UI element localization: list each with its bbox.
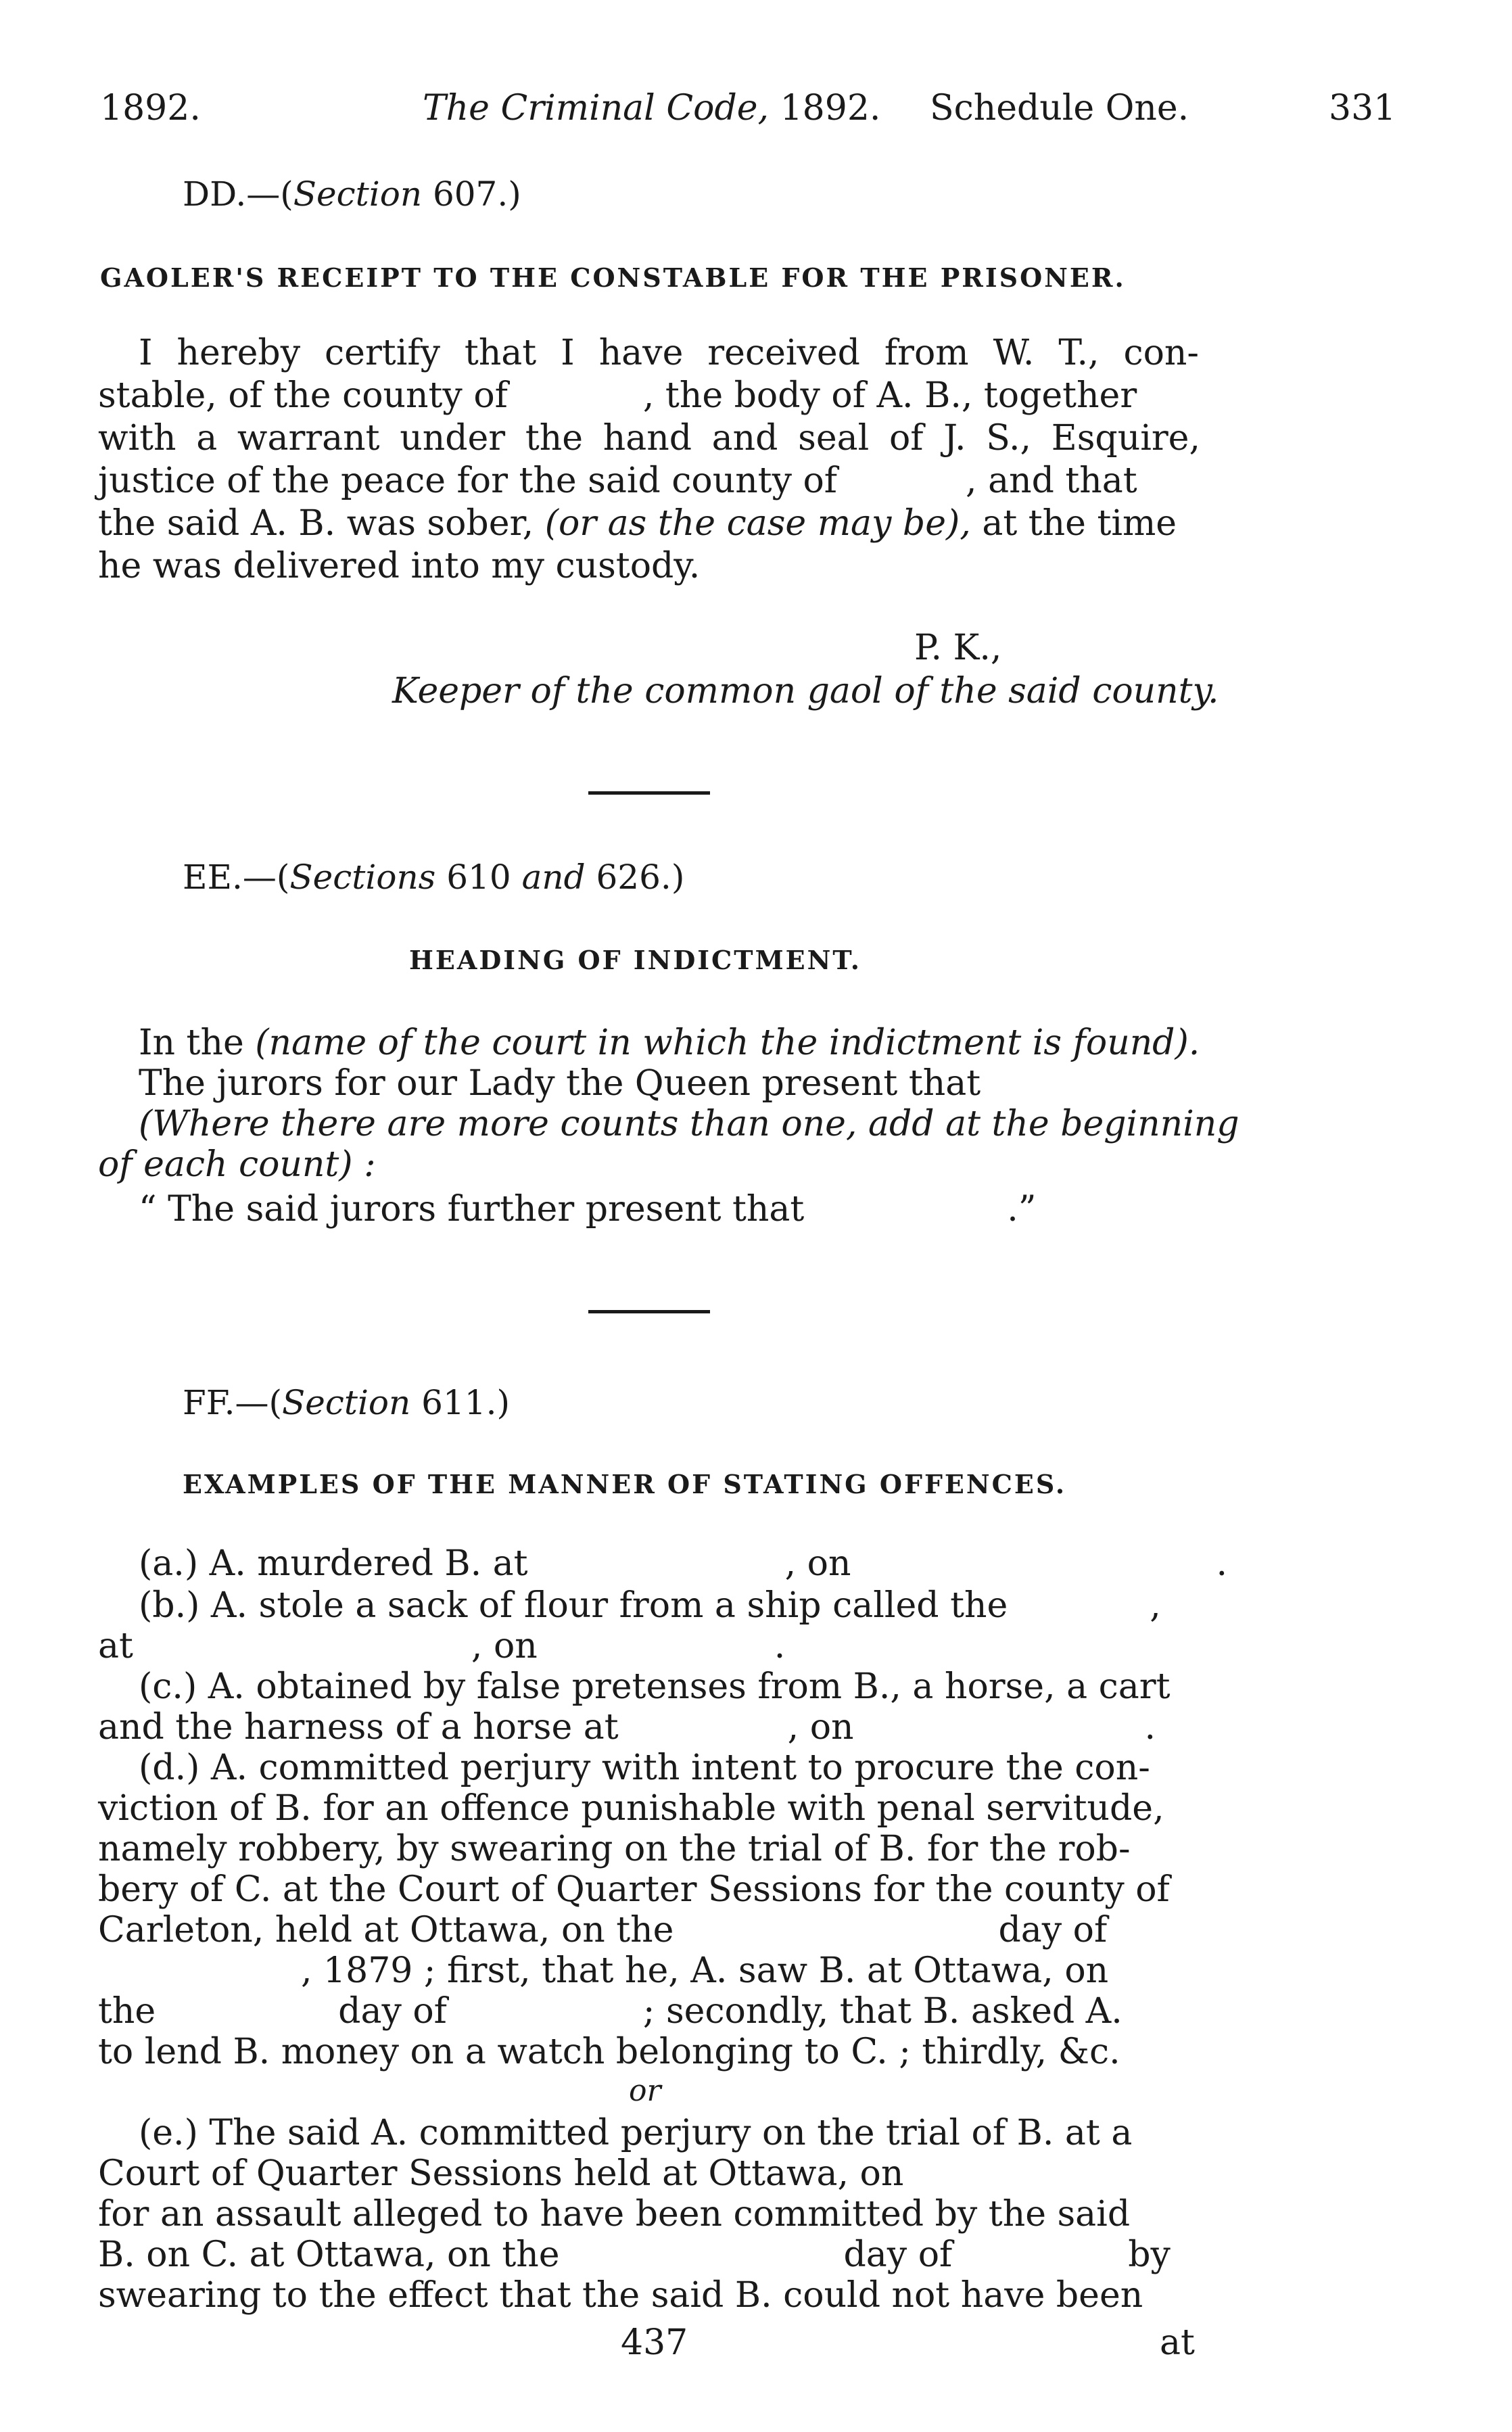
ff-a2: , on (784, 1543, 851, 1584)
ff-b3: at (98, 1626, 133, 1666)
section-ff-label (183, 1383, 510, 1422)
dd-label: DD.—( (183, 174, 293, 214)
ee-line-1b: (name of the court in which the indictment is found). (255, 1023, 1200, 1063)
dd-section-word: Section (293, 174, 423, 214)
ee-sections-word: Sections (289, 858, 436, 897)
ff-d6 (98, 1950, 1200, 1991)
ff-b5: . (774, 1626, 786, 1666)
ff-label: FF.—( (183, 1383, 282, 1422)
ff-d7b: day of (338, 1991, 447, 2032)
ff-a1: (a.) A. murdered B. at (139, 1543, 528, 1584)
ff-d2: viction of B. for an offence punishable with penal servitude, (98, 1788, 1164, 1829)
dd-line-4a: justice of the peace for the said county of (98, 461, 838, 501)
dd-line-5b: (or as the case may be), (544, 503, 971, 544)
dd-line-1: I hereby certify that I have received from W. T., con- (139, 333, 1199, 373)
section-dd-heading: GAOLER'S RECEIPT TO THE CONSTABLE FOR THE PRISONER. (100, 262, 1126, 293)
ff-b-cont (98, 1626, 1200, 1666)
ff-b1: (b.) A. stole a sack of flour from a ship called the (139, 1585, 1008, 1626)
ee-line-1a: In the (139, 1023, 244, 1063)
dd-line-5 (98, 503, 1200, 544)
header-title-year: 1892. (780, 88, 881, 128)
ee-and: and (521, 858, 586, 897)
ee-num-a: 610 (446, 858, 511, 897)
ff-d8: to lend B. money on a watch belonging to C. ; thirdly, &c. (98, 2032, 1120, 2072)
ff-b (139, 1585, 1241, 1626)
header-year: 1892. (100, 88, 201, 128)
ff-d5a: Carleton, held at Ottawa, on the (98, 1910, 674, 1950)
dd-signature-title: Keeper of the common gaol of the said county. (392, 671, 1219, 711)
ff-c4: . (1144, 1707, 1156, 1748)
ff-c-cont (98, 1707, 1200, 1748)
ff-b4: , on (471, 1626, 538, 1666)
page-number: 331 (1329, 88, 1396, 128)
ff-d5b: day of (998, 1910, 1108, 1950)
header-schedule: Schedule One. (930, 88, 1189, 128)
ee-line-5 (139, 1189, 1241, 1230)
ee-line-2: The jurors for our Lady the Queen present that (139, 1063, 981, 1104)
ff-e5: swearing to the effect that the said B. could not have been (98, 2275, 1143, 2316)
header-title (423, 88, 880, 128)
ff-c2: and the harness of a horse at (98, 1707, 619, 1748)
ff-c: (c.) A. obtained by false pretenses from B., a horse, a cart (139, 1666, 1171, 1707)
ff-c3: , on (787, 1707, 854, 1748)
ff-or: or (629, 2074, 661, 2108)
ff-d5 (98, 1910, 1200, 1950)
ff-number: 611.) (421, 1383, 510, 1422)
ff-d1: (d.) A. committed perjury with intent to procure the con- (139, 1748, 1150, 1788)
section-divider-1 (588, 791, 710, 795)
dd-line-5c: at the time (982, 503, 1177, 544)
dd-line-4 (98, 461, 1200, 501)
section-divider-2 (588, 1310, 710, 1313)
ff-b2: , (1150, 1585, 1161, 1626)
ff-d3: namely robbery, by swearing on the trial of B. for the rob- (98, 1829, 1131, 1869)
ff-e4a: B. on C. at Ottawa, on the (98, 2235, 560, 2275)
section-ee-heading: HEADING OF INDICTMENT. (409, 945, 861, 975)
ff-section-word: Section (282, 1383, 411, 1422)
ee-label: EE.—( (183, 858, 290, 897)
ee-line-3: (Where there are more counts than one, add at the beginning (139, 1104, 1239, 1144)
ff-a3: . (1216, 1543, 1227, 1584)
section-dd-label (183, 174, 521, 214)
ff-e4c: by (1128, 2235, 1171, 2275)
dd-signature: P. K., (914, 628, 1002, 668)
catchword: at (1160, 2322, 1195, 2363)
ee-line-1 (139, 1023, 1241, 1063)
ee-line-5b: .” (1007, 1189, 1037, 1230)
ff-d4: bery of C. at the Court of Quarter Sessions for the county of (98, 1869, 1170, 1910)
dd-line-2b: , the body of A. B., together (642, 375, 1137, 416)
ee-line-4: of each count) : (98, 1144, 376, 1185)
ff-e1: (e.) The said A. committed perjury on the trial of B. at a (139, 2113, 1133, 2153)
ff-e4b: day of (843, 2235, 953, 2275)
ff-d7 (98, 1991, 1200, 2032)
dd-line-6: he was delivered into my custody. (98, 546, 701, 586)
signature-mark: 437 (621, 2322, 688, 2363)
section-ff-heading: EXAMPLES OF THE MANNER OF STATING OFFENCES. (183, 1469, 1067, 1499)
ff-e2: Court of Quarter Sessions held at Ottawa, on (98, 2153, 904, 2194)
ff-e4 (98, 2235, 1200, 2275)
ee-num-b: 626.) (596, 858, 685, 897)
dd-line-2 (98, 375, 1200, 416)
dd-line-5a: the said A. B. was sober, (98, 503, 534, 544)
section-ee-label (183, 858, 684, 897)
header-title-text: The Criminal Code, (423, 88, 770, 128)
ff-a (139, 1543, 1241, 1584)
ff-d7a: the (98, 1991, 156, 2032)
ff-d6-text: , 1879 ; first, that he, A. saw B. at Ottawa, on (301, 1950, 1109, 1991)
dd-line-2a: stable, of the county of (98, 375, 508, 416)
dd-line-3: with a warrant under the hand and seal of J. S., Esquire, (98, 418, 1200, 459)
dd-line-4b: , and that (966, 461, 1137, 501)
ff-d7c: ; secondly, that B. asked A. (642, 1991, 1123, 2032)
ee-line-5a: “ The said jurors further present that (139, 1189, 805, 1230)
dd-number: 607.) (432, 174, 521, 214)
ff-e3: for an assault alleged to have been committed by the said (98, 2194, 1131, 2235)
